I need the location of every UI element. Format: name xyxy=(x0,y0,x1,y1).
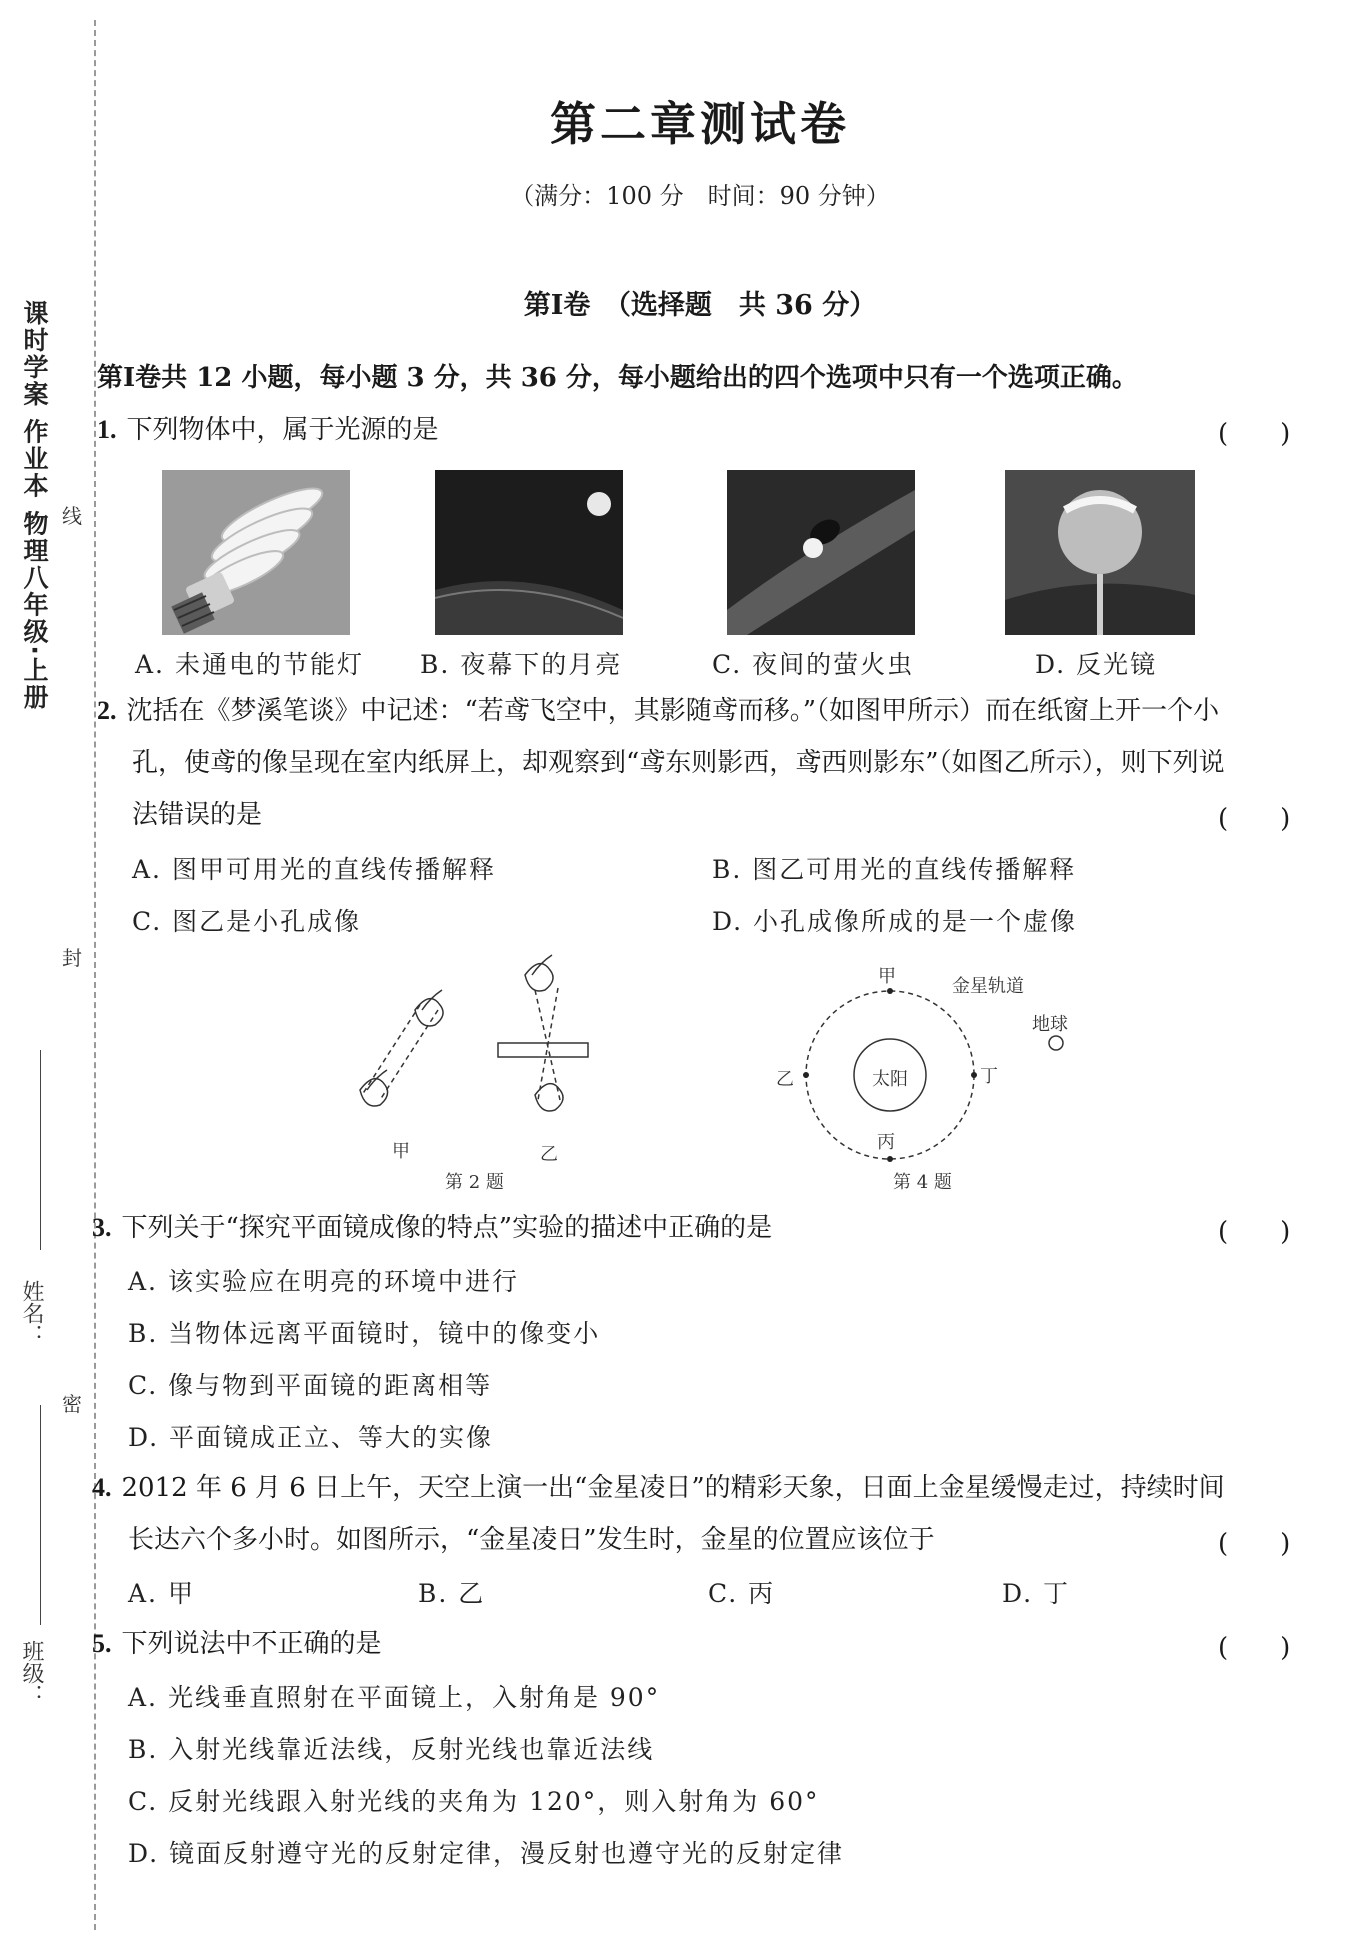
question-stem-line: 孔，使鸢的像呈现在室内纸屏上，却观察到“鸢东则影西，鸢西则影东”（如图乙所示），则下列说 xyxy=(132,748,1225,778)
question-stem-line: 法错误的是 xyxy=(132,800,263,830)
question-number: 1. xyxy=(97,415,117,444)
question-2 xyxy=(97,693,1219,729)
answer-blank: ( ) xyxy=(1218,1217,1291,1247)
question-number: 4. xyxy=(92,1473,112,1502)
question-stem: 下列说法中不正确的是 xyxy=(121,1629,382,1659)
question-1 xyxy=(97,412,439,448)
q2-option-b: B. 图乙可用光的直线传播解释 xyxy=(712,855,1077,884)
q4-option-a: A. 甲 xyxy=(128,1579,195,1608)
q2-option-c: C. 图乙是小孔成像 xyxy=(132,907,362,936)
section-title: 第Ⅰ卷 （选择题 共 36 分） xyxy=(523,290,877,321)
question-5 xyxy=(92,1626,382,1662)
section-instructions: 第Ⅰ卷共 12 小题，每小题 3 分，共 36 分，每小题给出的四个选项中只有一个选项正确。 xyxy=(97,363,1138,393)
fig4-orbit-label: 金星轨道 xyxy=(952,976,1024,997)
q4-option-c: C. 丙 xyxy=(708,1579,776,1608)
q1-option-a: A. 未通电的节能灯 xyxy=(135,650,364,679)
fold-mark-seal: 封 xyxy=(62,946,82,970)
photo-firefly xyxy=(727,470,915,635)
fig4-sun-label: 太阳 xyxy=(872,1069,908,1090)
photo-energy-saving-lamp xyxy=(162,470,350,635)
q1-option-b: B. 夜幕下的月亮 xyxy=(420,650,623,679)
q1-option-c: C. 夜间的萤火虫 xyxy=(712,650,915,679)
fig2-label-b: 乙 xyxy=(540,1144,558,1165)
q3-option-c: C. 像与物到平面镜的距离相等 xyxy=(128,1371,493,1400)
question-number: 3. xyxy=(92,1213,112,1242)
q3-option-a: A. 该实验应在明亮的环境中进行 xyxy=(128,1267,519,1296)
q5-option-c: C. 反射光线跟入射光线的夹角为 120°，则入射角为 60° xyxy=(128,1787,820,1816)
question-number: 5. xyxy=(92,1629,112,1658)
question-stem: 下列物体中，属于光源的是 xyxy=(126,415,439,445)
question-3 xyxy=(92,1210,772,1246)
answer-blank: ( ) xyxy=(1218,1529,1291,1559)
answer-blank: ( ) xyxy=(1218,1633,1291,1663)
question-4 xyxy=(92,1470,1225,1506)
fold-mark-line: 线 xyxy=(62,504,82,528)
figure-kite-shadow xyxy=(340,950,610,1180)
fig4-caption: 第 4 题 xyxy=(893,1172,952,1193)
class-label: 班级： xyxy=(19,1640,44,1706)
question-stem-line: 2012 年 6 月 6 日上午，天空上演一出“金星凌日”的精彩天象，日面上金星缓慢走过，持续时间 xyxy=(121,1473,1225,1503)
fold-mark-secret: 密 xyxy=(62,1392,82,1416)
class-line xyxy=(40,1405,41,1625)
question-stem-line: 长达六个多小时。如图所示，“金星凌日”发生时，金星的位置应该位于 xyxy=(128,1525,935,1555)
q4-option-d: D. 丁 xyxy=(1002,1579,1071,1608)
q3-option-d: D. 平面镜成正立、等大的实像 xyxy=(128,1423,494,1452)
fig4-label-right: 丁 xyxy=(980,1066,998,1087)
fig2-caption: 第 2 题 xyxy=(445,1172,504,1193)
name-label: 姓名： xyxy=(19,1280,44,1346)
earth-icon xyxy=(1047,1034,1065,1052)
answer-blank: ( ) xyxy=(1218,804,1291,834)
answer-blank: ( ) xyxy=(1218,419,1291,449)
fig4-earth-label: 地球 xyxy=(1032,1014,1068,1035)
question-stem-line: 沈括在《梦溪笔谈》中记述：“若鸢飞空中，其影随鸢而移。”（如图甲所示）而在纸窗上开一个小 xyxy=(126,696,1220,726)
q5-option-a: A. 光线垂直照射在平面镜上，入射角是 90° xyxy=(128,1683,661,1712)
fig4-label-top: 甲 xyxy=(878,966,896,987)
question-number: 2. xyxy=(97,696,117,725)
q3-option-b: B. 当物体远离平面镜时，镜中的像变小 xyxy=(128,1319,601,1348)
fig2-label-a: 甲 xyxy=(392,1141,410,1162)
page-title: 第二章测试卷 xyxy=(550,97,850,151)
photo-moon-night xyxy=(435,470,623,635)
q5-option-b: B. 入射光线靠近法线，反射光线也靠近法线 xyxy=(128,1735,655,1764)
book-spine-title: 课时学案 作业本 物理八年级·上册 xyxy=(20,300,49,711)
q2-option-a: A. 图甲可用光的直线传播解释 xyxy=(132,855,496,884)
question-stem: 下列关于“探究平面镜成像的特点”实验的描述中正确的是 xyxy=(121,1213,773,1243)
fig4-label-left: 乙 xyxy=(776,1069,794,1090)
name-line xyxy=(40,1050,41,1250)
fig4-label-bottom: 丙 xyxy=(877,1132,895,1153)
q1-option-d: D. 反光镜 xyxy=(1035,650,1158,679)
score-time: （满分：100 分 时间：90 分钟） xyxy=(510,182,890,210)
q2-option-d: D. 小孔成像所成的是一个虚像 xyxy=(712,907,1078,936)
q5-option-d: D. 镜面反射遵守光的反射定律，漫反射也遵守光的反射定律 xyxy=(128,1839,845,1868)
photo-convex-mirror xyxy=(1005,470,1195,635)
q4-option-b: B. 乙 xyxy=(418,1579,486,1608)
